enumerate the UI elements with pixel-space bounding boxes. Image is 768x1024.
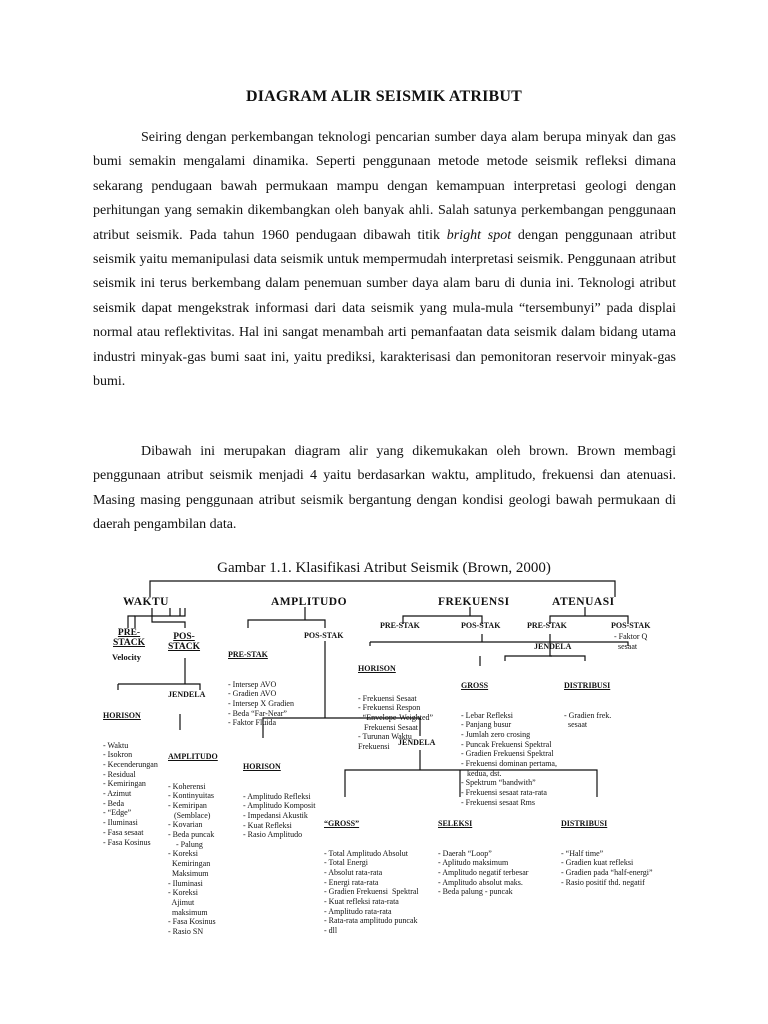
frek-prestak: PRE-STAK — [380, 621, 420, 630]
category-waktu: WAKTU — [123, 596, 169, 608]
aten-posstak-items: - Faktor Q sesaat — [614, 632, 648, 651]
waktu-horison-block — [103, 692, 158, 867]
figure-caption: Gambar 1.1. Klasifikasi Atribut Seismik (Brown, 2000) — [217, 560, 551, 576]
seleksi-items: - Daerah “Loop” - Aplitudo maksimum - Amplitudo negatif terbesar - Amplitudo absolut maks. - Beda palung - puncak — [438, 848, 529, 897]
waktu-horison-items: - Waktu - Isokron - Kecenderungan - Residual - Kemiringan - Azimut - Beda - “Edge” - Iluminasi - Fasa sesaat - Fasa Kosinus — [103, 740, 158, 847]
amp-distribusi-title: DISTRIBUSI — [561, 819, 608, 829]
gross-block — [324, 800, 419, 955]
aten-distribusi-block — [564, 662, 611, 749]
amp-prestak-items: - Intersep AVO - Gradien AVO - Intersep X Gradien - Beda “Far-Near” - Faktor Fluida — [228, 679, 294, 728]
aten-jendela: JENDELA — [534, 642, 572, 651]
connector-waktu-left — [128, 616, 135, 628]
document-title: DIAGRAM ALIR SEISMIK ATRIBUT — [245, 88, 523, 105]
amp-posstak: POS-STAK — [304, 631, 344, 640]
aten-distribusi-items: - Gradien frek. sesaat — [564, 710, 612, 730]
amp-distribusi-block — [561, 800, 653, 907]
frek-posstak: POS-STAK — [461, 621, 501, 630]
waktu-velocity: Velocity — [112, 652, 141, 662]
waktu-amplitudo-title: AMPLITUDO — [168, 752, 218, 762]
connector-amp-split — [248, 620, 325, 628]
amp-horison-items: - Amplitudo Refleksi - Amplitudo Komposit - Impedansi Akustik - Kuat Refleksi - Rasio Amplitudo — [243, 791, 316, 840]
amp-horison-block — [243, 743, 315, 859]
amp-prestak-title: PRE-STAK — [228, 650, 268, 660]
waktu-amplitudo-block — [168, 733, 218, 956]
amp-jendela: JENDELA — [398, 738, 436, 747]
frek-horison-block — [358, 645, 436, 771]
connector-waktu-prestack — [135, 608, 185, 628]
amp-horison-title: HORISON — [243, 762, 281, 772]
gross-items: - Total Amplitudo Absolut - Total Energi - Absolut rata-rata - Energi rata-rata - Gradien Frekuensi Spektral - Kuat refleksi rata-rata - Amplitudo rata-rata - Rata-rata amplitudo puncak - dll — [324, 848, 419, 936]
category-amplitudo: AMPLITUDO — [271, 596, 348, 608]
waktu-prestack: PRE- STACK — [113, 628, 146, 648]
category-frekuensi: FREKUENSI — [438, 596, 510, 608]
connector-top-bracket — [150, 581, 615, 597]
frek-gross-items: - Lebar Refleksi - Panjang busur - Jumlah zero crosing - Puncak Frekuensi Spektral - Gradien Frekuensi Spektral - Frekuensi dominan pertama, kedua, dst. - Spektrum “bandwith” - Frekuensi sesaat rata-rata - Frekuensi sesaat Rms — [461, 710, 557, 807]
paragraph-intro-end: dengan penggunaan atribut seismik yaitu memanipulasi data seismik untuk mempermudah interpretasi seismik. Penggunaan atribut seismik ini terus berkembang dalam penemuan sumber daya alam baru di dunia ini. Teknologi atribut seismik dapat mengekstrak informasi dari data seismik yang mula-mula “tersembunyi” pada displai normal atau reflektivitas. Hal ini sangat menambah arti pemanfaatan data seismik dalam bidang utama industri minyak-gas bumi saat ini, yaitu prediksi, karakterisasi dan pemonitoran reservoir minyak-gas bumi. — [93, 227, 676, 390]
aten-distribusi-title: DISTRIBUSI — [564, 681, 611, 691]
amp-prestak-block — [228, 631, 294, 747]
waktu-jendela: JENDELA — [168, 690, 206, 699]
connector-aten-jendela-split — [505, 656, 585, 661]
gross-title: “GROSS” — [324, 819, 360, 829]
paragraph-brown: Dibawah ini merupakan diagram alir yang dikemukakan oleh brown. Brown membagi penggunaan atribut seismik menjadi 4 yaitu berdasarkan waktu, amplitudo, frekuensi dan atenuasi. Masing masing penggunaan atribut seismik bergantung dengan kondisi geologi bawah permukaan di daerah pengambilan data. — [93, 444, 676, 533]
frek-horison-title: HORISON — [358, 664, 396, 674]
waktu-poststack: POS- STACK — [168, 632, 201, 652]
waktu-amplitudo-items: - Koherensi - Kontinyuitas - Kemiripan (Semblace) - Kovarian - Beda puncak - Palung - Koreksi Kemiringan Maksimum - Iluminasi - Koreksi Ajimut maksimum - Fasa Kosinus - Rasio SN — [168, 781, 216, 937]
aten-posstak: POS-STAK — [611, 621, 651, 630]
amp-distribusi-items: - “Half time” - Gradien kuat refleksi - Gradien pada “half-energi” - Rasio positif thd. negatif — [561, 848, 653, 887]
seleksi-title: SELEKSI — [438, 819, 473, 829]
bright-spot-term: bright spot — [446, 227, 512, 243]
frek-gross-title: GROSS — [461, 681, 489, 691]
frek-gross-block — [461, 662, 557, 827]
waktu-horison-title: HORISON — [103, 711, 141, 721]
aten-prestak: PRE-STAK — [527, 621, 567, 630]
category-atenuasi: ATENUASI — [552, 596, 615, 608]
frek-horison-items: - Frekuensi Sesaat - Frekuensi Respon - “Envelope-Weighted” Frekuensi Sesaat - Turunan Waktu Frekuensi — [358, 693, 434, 752]
paragraph-intro-start: Seiring dengan perkembangan teknologi pencarian sumber daya alam berupa minyak dan gas bumi semakin mengalami dinamika. Seperti penggunaan metode metode seismik refleksi dimana sekarang pendugaan bawah permukaan mampu dengan kemampuan interpretasi geologi dengan perhitungan yang semakin dikembangkan oleh banyak ahli. Salah satunya perkembangan penggunaan atribut seismik. Pada tahun 1960 pendugaan dibawah titik — [93, 130, 676, 243]
